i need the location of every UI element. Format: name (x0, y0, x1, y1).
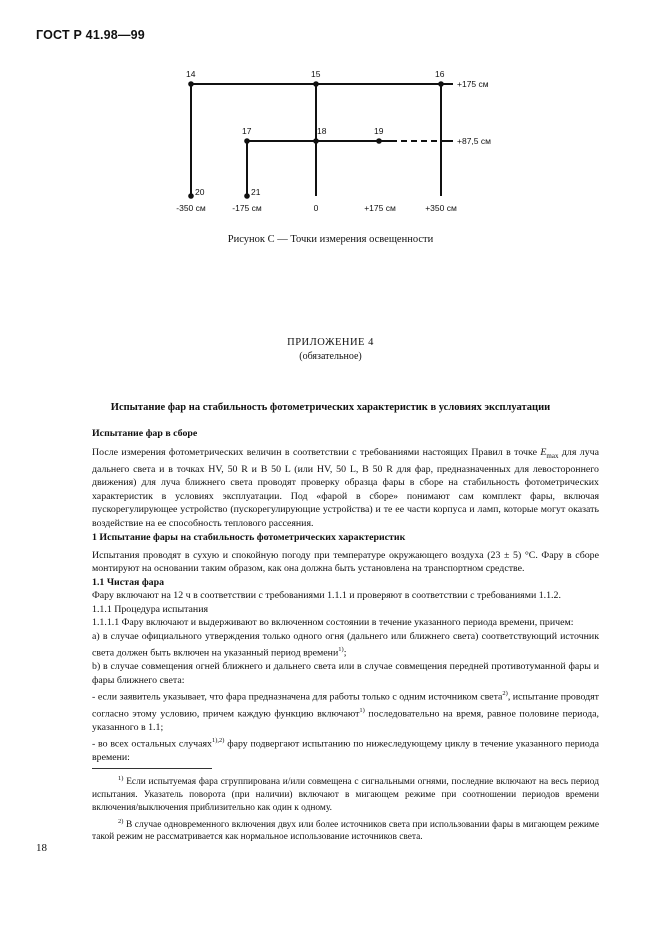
section-1-heading: 1 Испытание фары на стабильность фотометрических характеристик (92, 532, 406, 544)
item-b: b) в случае совмещения огней ближнего и дальнего света или в случае совмещения передней противотуманной фары и фары ближнего света: (92, 661, 599, 686)
footnotes (92, 773, 599, 844)
item-a-footnote-ref: 1) (338, 646, 344, 654)
label-14: 14 (186, 69, 196, 79)
v-label-minus-175: -175 см (232, 203, 262, 213)
v-label-zero: 0 (313, 203, 319, 213)
dash-item-1 (92, 687, 599, 734)
para1-rest: для луча дальнего света и в точках HV, 50 R и B 50 L (или HV, 50 L, B 50 R для фар, предназначенных для левостороннего движения) для луча ближнего света проводят проверку образца фары в сборе на стабильность фотометрических характеристик в условиях эксплуатации. Под «фарой в сборе» понимают сам комплект фары, включая пускорегулирующее устройство (пускорегулирующие устройства) и те ее части корпуса и ламп, которые могут оказать воздействие на ее способность теплового рассеяния. (92, 446, 599, 529)
point-21 (244, 193, 250, 199)
label-17: 17 (242, 126, 252, 136)
point-15 (313, 81, 319, 87)
point-18 (313, 138, 319, 144)
point-17 (244, 138, 250, 144)
footnote-2-marker: 2) (118, 817, 124, 825)
point-19 (376, 138, 382, 144)
label-20: 20 (195, 187, 205, 197)
label-15: 15 (311, 69, 321, 79)
item-a (92, 630, 599, 660)
section-heading: Испытание фар в сборе (92, 428, 198, 439)
main-title: Испытание фар на стабильность фотометрических характеристик в условиях эксплуатации (110, 402, 551, 413)
dash1-footnote-ref-2: 1) (359, 707, 365, 715)
dash-item-2 (92, 734, 599, 764)
h-label-87: +87,5 см (457, 136, 491, 146)
item-a-text: a) в случае официального утверждения только одного огня (дальнего или ближнего света) соответствующий источник света должен быть включен на указанный период времени (92, 630, 599, 659)
label-19: 19 (374, 126, 384, 136)
document-header: ГОСТ Р 41.98—99 (36, 28, 145, 42)
footnote-separator (92, 768, 212, 769)
item-a-end: ; (343, 647, 347, 659)
emax-symbol: E (540, 446, 547, 458)
point-14 (188, 81, 194, 87)
dash2-footnote-ref: 1),2) (211, 737, 225, 745)
h-label-175: +175 см (457, 79, 489, 89)
para1-start: После измерения фотометрических величин в соответствии с требованиями настоящих Правил в точке (92, 446, 537, 458)
page-number: 18 (36, 842, 47, 854)
label-21: 21 (251, 187, 261, 197)
footnote-1-text: Если испытуемая фара сгруппирована и/или совмещена с сигнальными огнями, последние включают на весь период испытания. Указатель поворота (при наличии) включают в мигающем режиме при соотношении периодов времени включения/выключения приблизительно как один к одному. (92, 777, 599, 813)
point-16 (438, 81, 444, 87)
dash1-text-a: - если заявитель указывает, что фара предназначена для работы только с одним источником света (92, 691, 503, 703)
label-18: 18 (317, 126, 327, 136)
figure-caption: Рисунок С — Точки измерения освещенности (227, 234, 434, 245)
paragraph-4: 1.1.1.1 Фару включают и выдерживают во включенном состоянии в течение указанного периода времени, причем: (92, 617, 574, 629)
paragraph-2: Испытания проводят в сухую и спокойную погоду при температуре окружающего воздуха (23 ± 5) °С. Фару в сборе монтируют на основании таким образом, как она должна быть установлена на транспортном средстве. (92, 549, 599, 575)
footnote-2 (92, 816, 599, 845)
section-1-1-1: 1.1.1 Процедура испытания (92, 603, 209, 615)
footnote-1 (92, 773, 599, 815)
footnote-2-text: В случае одновременного включения двух или более источников света при использовании фары в мигающем режиме такой режим не рассматривается как нормальное использование источников света. (92, 819, 599, 843)
label-16: 16 (435, 69, 445, 79)
v-label-plus-175: +175 см (364, 203, 396, 213)
dash2-text-a: - во всех остальных случаях (92, 738, 212, 750)
v-label-plus-350: +350 см (425, 203, 457, 213)
annex-subtitle: (обязательное) (299, 351, 362, 362)
dash1-text-c: последовательно на время, равное половине периода, указанного в 1.1; (92, 708, 599, 733)
point-20 (188, 193, 194, 199)
v-label-minus-350: -350 см (176, 203, 206, 213)
measurement-points-diagram (0, 0, 661, 230)
emax-subscript: max (546, 451, 559, 460)
dash2-text-b: фару подвергают испытанию по нижеследующему циклу в течение указанного периода времени: (92, 738, 599, 764)
annex-title: ПРИЛОЖЕНИЕ 4 (287, 337, 374, 348)
paragraph-3: Фару включают на 12 ч в соответствии с требованиями 1.1.1 и проверяют в соответствии с требованиями 1.1.2. (92, 590, 561, 602)
footnote-1-marker: 1) (118, 775, 124, 782)
section-1-1-heading: 1.1 Чистая фара (92, 576, 165, 588)
dash1-text-b: , испытание проводят согласно этому условию, причем каждую функцию включают (92, 691, 599, 720)
body-text (92, 427, 599, 765)
dash1-footnote-ref: 2) (502, 690, 508, 698)
paragraph-1 (92, 446, 599, 531)
